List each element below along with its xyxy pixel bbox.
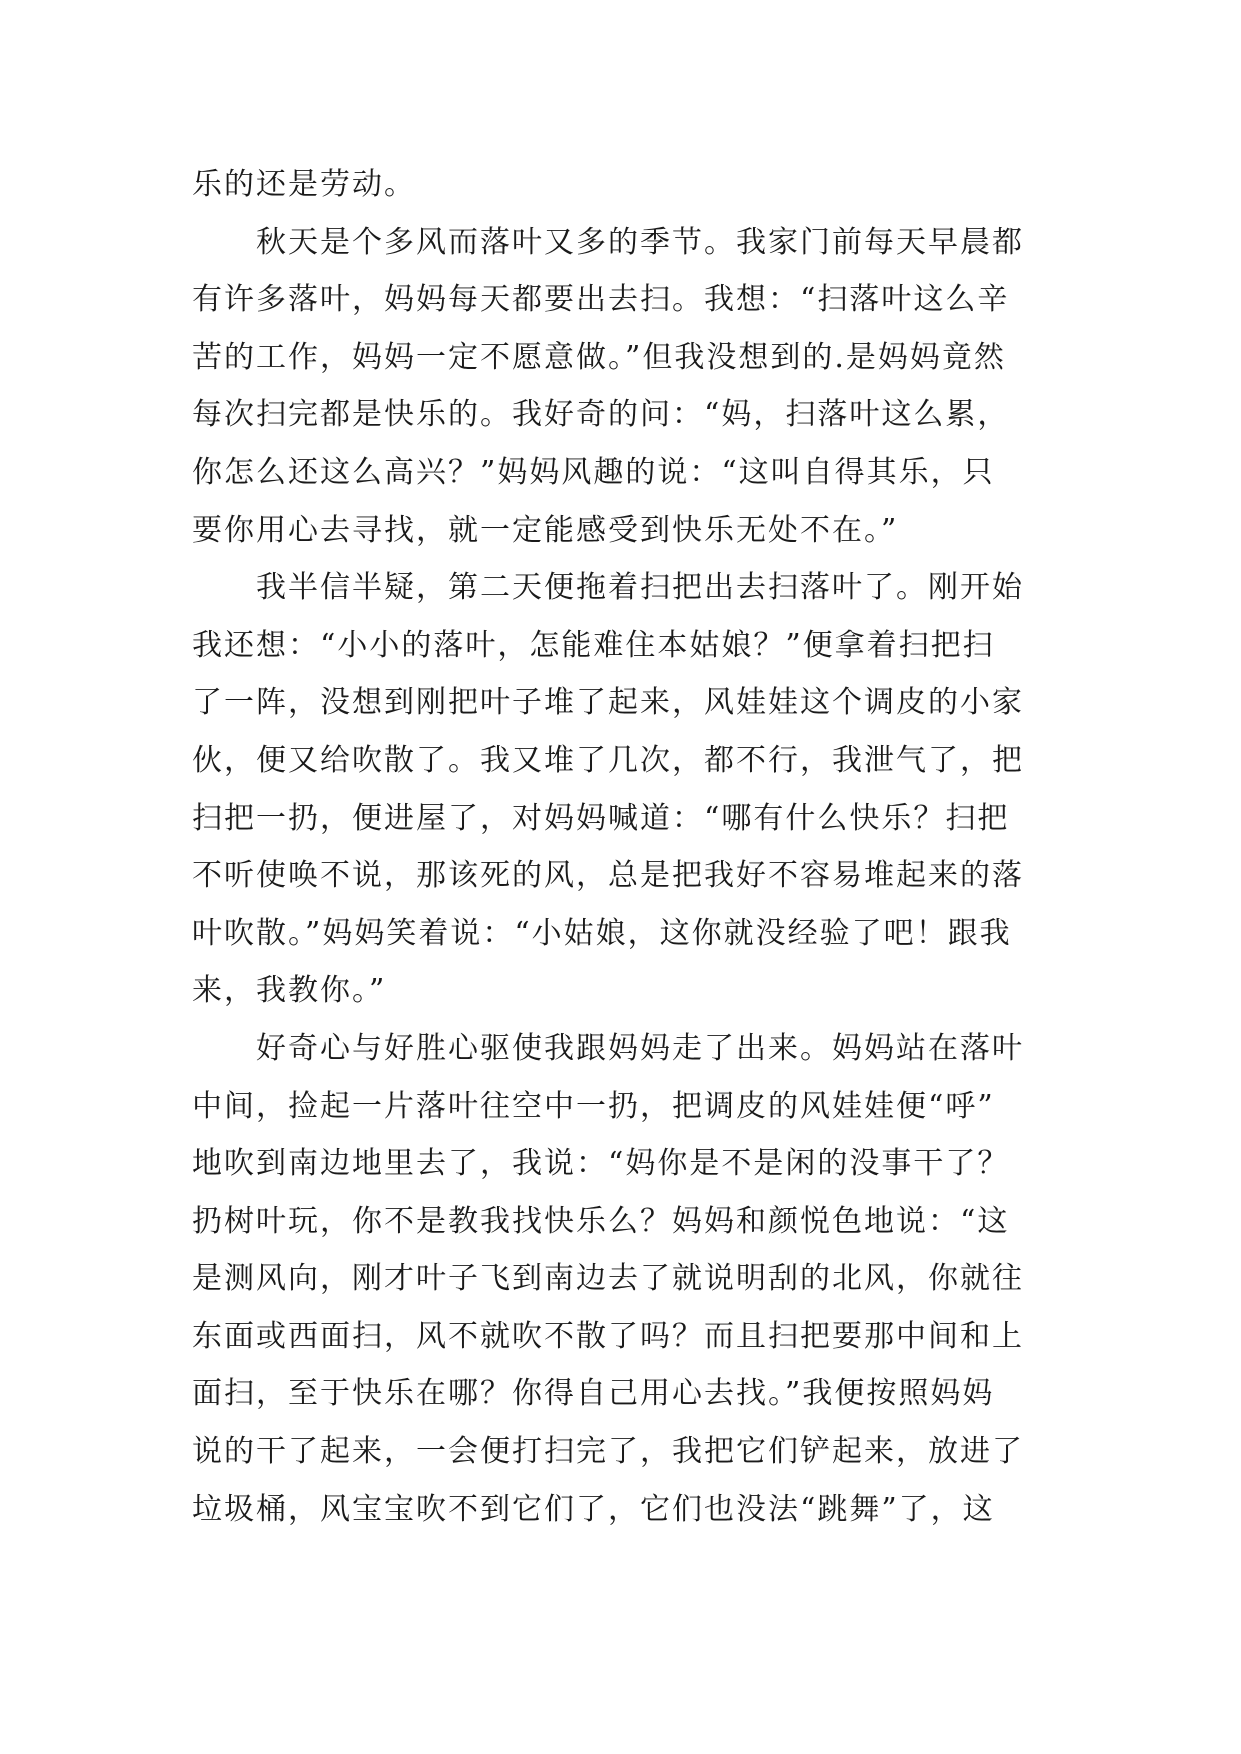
text-line: 中间，捡起一片落叶往空中一扔，把调皮的风娃娃便“呼” [192,1088,995,1124]
text-line: 面扫，至于快乐在哪？你得自己用心去找。”我便按照妈妈 [192,1376,995,1412]
text-line: 地吹到南边地里去了，我说：“妈你是不是闲的没事干了？ [192,1146,1010,1182]
text-line: 有许多落叶，妈妈每天都要出去扫。我想：“扫落叶这么辛 [192,282,1010,318]
text-line: 扔树叶玩，你不是教我找快乐么？妈妈和颜悦色地说：“这 [192,1203,1010,1239]
text-line: 来，我教你。” [192,973,387,1009]
text-line: 东面或西面扫，风不就吹不散了吗？而且扫把要那中间和上 [192,1318,1024,1354]
text-line: 要你用心去寻找，就一定能感受到快乐无处不在。” [192,512,899,548]
text-line: 我还想：“小小的落叶，怎能难住本姑娘？”便拿着扫把扫 [192,627,995,663]
text-line: 叶吹散。”妈妈笑着说：“小姑娘，这你就没经验了吧！跟我 [192,915,1012,951]
text-line: 好奇心与好胜心驱使我跟妈妈走了出来。妈妈站在落叶 [256,1030,1024,1066]
text-line: 是测风向，刚才叶子飞到南边去了就说明刮的北风，你就往 [192,1261,1024,1297]
text-line: 每次扫完都是快乐的。我好奇的问：“妈，扫落叶这么累， [192,397,1010,433]
text-line: 不听使唤不说，那该死的风，总是把我好不容易堆起来的落 [192,858,1024,894]
body-text [192,156,1052,1538]
text-line: 乐的还是劳动。 [192,167,416,202]
text-line: 伙，便又给吹散了。我又堆了几次，都不行，我泄气了，把 [192,742,1024,778]
text-line: 扫把一扔，便进屋了，对妈妈喊道：“哪有什么快乐？扫把 [192,800,1010,836]
text-line: 说的干了起来，一会便打扫完了，我把它们铲起来，放进了 [192,1434,1024,1470]
text-line: 了一阵，没想到刚把叶子堆了起来，风娃娃这个调皮的小家 [192,685,1024,721]
text-line: 苦的工作，妈妈一定不愿意做。”但我没想到的.是妈妈竟然 [192,339,1006,375]
text-line: 你怎么还这么高兴？”妈妈风趣的说：“这叫自得其乐，只 [192,454,995,490]
text-line: 垃圾桶，风宝宝吹不到它们了，它们也没法“跳舞”了，这 [192,1491,995,1527]
text-line: 我半信半疑，第二天便拖着扫把出去扫落叶了。刚开始 [256,570,1024,606]
text-line: 秋天是个多风而落叶又多的季节。我家门前每天早晨都 [256,224,1024,260]
